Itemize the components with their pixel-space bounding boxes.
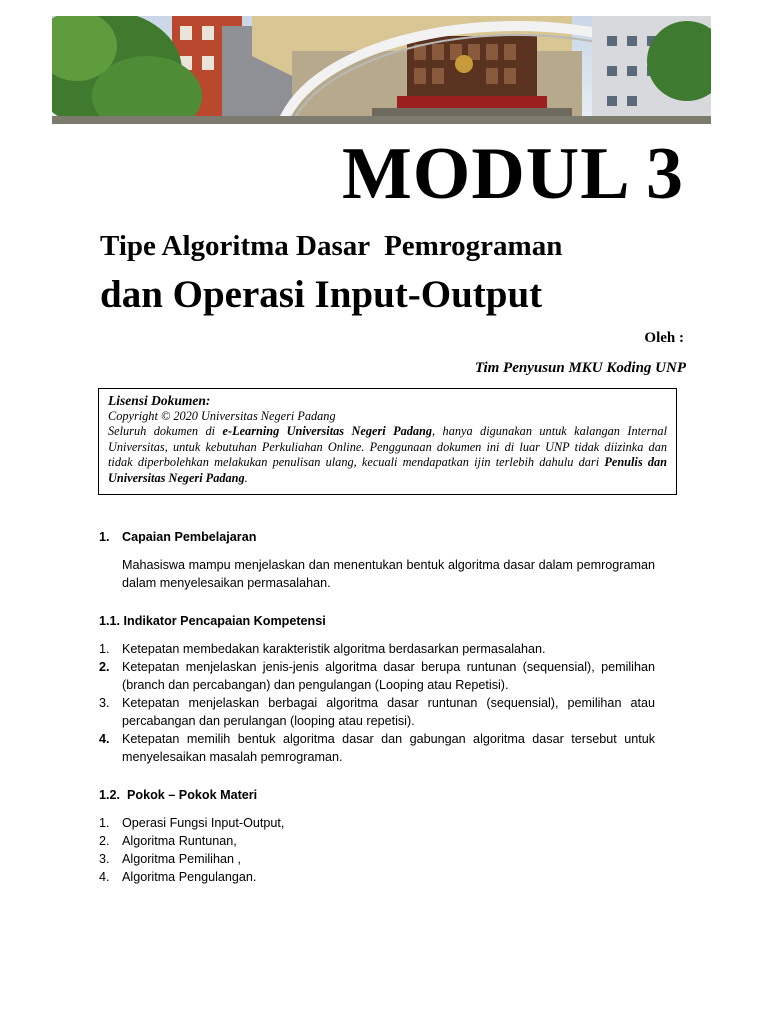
section-title: Capaian Pembelajaran: [122, 530, 257, 544]
license-heading: Lisensi Dokumen:: [108, 393, 211, 408]
license-copyright: Copyright © 2020 Universitas Negeri Padang: [108, 408, 336, 423]
license-body: [108, 424, 667, 486]
subsection-heading: [99, 786, 655, 804]
list-item-text: Ketepatan memilih bentuk algoritma dasar dan gabungan algoritma dasar tersebut untuk menyelesaikan masalah pemrograman.: [122, 732, 655, 764]
license-box: [98, 388, 677, 495]
list-item-number: 1.: [99, 816, 110, 830]
section-paragraph: Mahasiswa mampu menjelaskan dan menentukan bentuk algoritma dasar dalam pemrograman dalam menyelesaikan permasalahan.: [122, 558, 655, 590]
module-subtitle-line1: Tipe Algoritma Dasar Pemrograman: [100, 230, 563, 262]
subsection-title: 1.1. Indikator Pencapaian Kompetensi: [99, 614, 326, 628]
list-item-number: 2.: [99, 660, 110, 674]
list-item-text: Algoritma Runtunan,: [122, 834, 237, 848]
list-item: [99, 640, 655, 658]
list-item-number: 1.: [99, 642, 110, 656]
byline-label: Oleh :: [644, 330, 684, 346]
list-item-number: 2.: [99, 834, 110, 848]
list-item-number: 4.: [99, 732, 110, 746]
list-item: [99, 658, 655, 694]
list-item-text: Ketepatan menjelaskan berbagai algoritma dasar runtunan (sequensial), pemilihan atau percabangan dan perulangan (looping atau repetisi).: [122, 696, 655, 728]
list-item-text: Ketepatan menjelaskan jenis-jenis algoritma dasar berupa runtunan (sequensial), pemilihan (branch dan percabangan) dan pengulangan (Looping atau Repetisi).: [122, 660, 655, 692]
author-name: Tim Penyusun MKU Koding UNP: [474, 360, 686, 376]
list-item: [99, 850, 655, 868]
list-item: [99, 730, 655, 766]
module-title: MODUL 3: [341, 133, 684, 215]
subsection-heading: [99, 612, 655, 630]
section-number: 1.: [99, 530, 110, 544]
list-item-number: 3.: [99, 852, 110, 866]
list-item: [99, 832, 655, 850]
section-heading: [99, 528, 655, 546]
list-item-text: Algoritma Pengulangan.: [122, 870, 257, 884]
document-content: [99, 528, 655, 886]
list-item: [99, 868, 655, 886]
list-item-number: 3.: [99, 696, 110, 710]
module-subtitle-line2: dan Operasi Input-Output: [100, 273, 543, 316]
license-body-text: , hanya digunakan untuk kalangan Internal Universitas, untuk kebutuhan Perkuliahan Online. Penggunaan dokumen ini di luar UNP tidak diizinka dan tidak diperbolehkan melakukan penulisan ulang, kecuali mendapatkan ijin terlebih dahulu dari: [108, 424, 667, 469]
list-item-text: Ketepatan membedakan karakteristik algoritma berdasarkan permasalahan.: [122, 642, 546, 656]
subsection-title: 1.2. Pokok – Pokok Materi: [99, 788, 258, 802]
list-item: [99, 694, 655, 730]
license-body-emphasis: e-Learning Universitas Negeri Padang: [222, 424, 433, 438]
license-body-emphasis: Penulis dan Universitas Negeri Padang: [108, 455, 667, 485]
topic-list: [99, 814, 655, 886]
header-banner-image: [52, 16, 711, 124]
list-item-text: Algoritma Pemilihan ,: [122, 852, 241, 866]
list-item-text: Operasi Fungsi Input-Output,: [122, 816, 285, 830]
list-item-number: 4.: [99, 870, 110, 884]
license-body-text: Seluruh dokumen di: [108, 424, 223, 438]
competency-indicator-list: [99, 640, 655, 766]
list-item: [99, 814, 655, 832]
license-body-text: .: [244, 470, 248, 485]
